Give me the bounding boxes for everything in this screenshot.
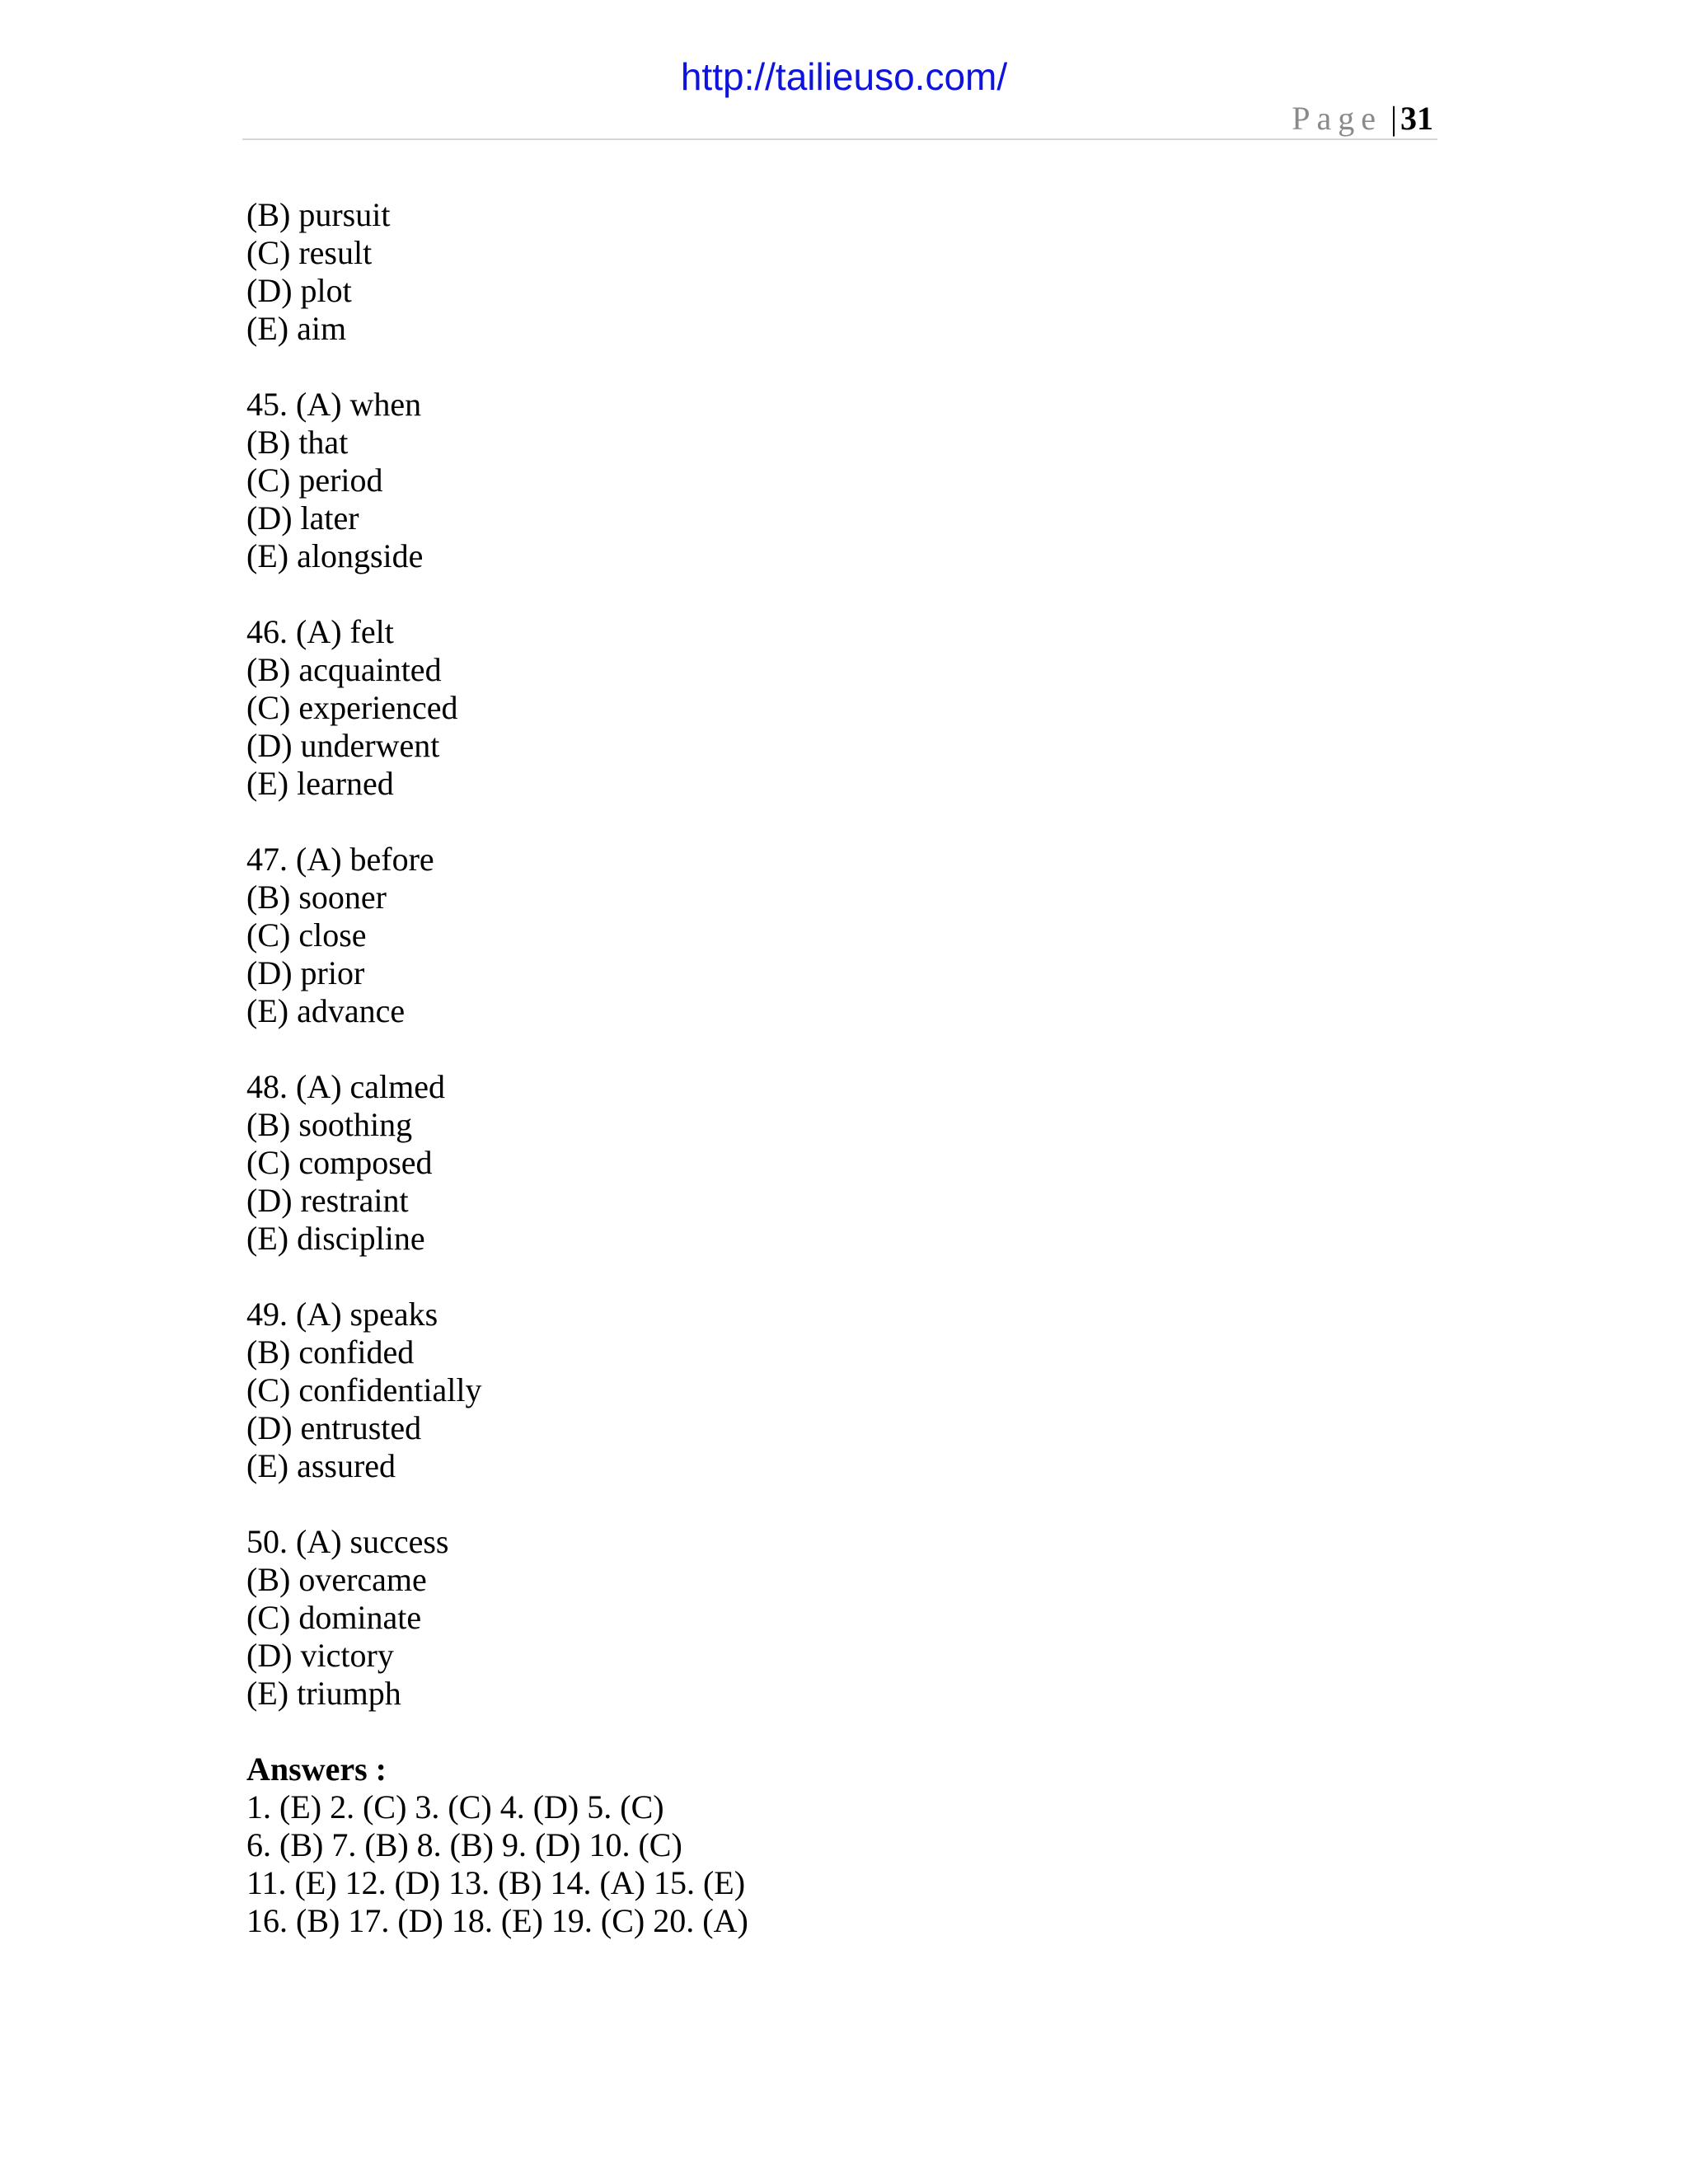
question-48	[246, 1068, 1400, 1258]
page-word: Page	[1292, 100, 1382, 137]
option-line: (E) assured	[246, 1447, 396, 1484]
option-line: (C) period	[246, 462, 383, 499]
header-divider	[242, 138, 1437, 140]
page-number-label	[1292, 97, 1433, 140]
option-line: (C) composed	[246, 1144, 433, 1181]
option-line: (E) alongside	[246, 537, 424, 574]
option-line: (D) prior	[246, 954, 365, 991]
question-line: 48. (A) calmed	[246, 1068, 446, 1105]
question-44-options	[246, 196, 1400, 348]
question-line: 45. (A) when	[246, 386, 422, 423]
question-line: 46. (A) felt	[246, 613, 394, 650]
page-separator: |	[1390, 100, 1397, 137]
option-line: (D) underwent	[246, 727, 440, 764]
option-line: (B) confided	[246, 1333, 415, 1371]
option-line: (D) later	[246, 499, 359, 537]
option-line: (E) triumph	[246, 1675, 401, 1712]
answer-line: 1. (E) 2. (C) 3. (C) 4. (D) 5. (C)	[246, 1788, 664, 1825]
option-line: (B) that	[246, 424, 349, 461]
option-line: (E) discipline	[246, 1220, 425, 1257]
option-line: (B) overcame	[246, 1561, 427, 1598]
option-line: (C) dominate	[246, 1599, 422, 1636]
answers-heading: Answers :	[246, 1750, 387, 1788]
option-line: (E) aim	[246, 310, 347, 347]
answer-line: 6. (B) 7. (B) 8. (B) 9. (D) 10. (C)	[246, 1826, 682, 1863]
option-line: (C) confidentially	[246, 1371, 482, 1408]
answers-section	[246, 1750, 1400, 1940]
question-line: 49. (A) speaks	[246, 1296, 438, 1333]
option-line: (D) restraint	[246, 1182, 409, 1219]
page-number: 31	[1400, 100, 1433, 137]
option-line: (B) pursuit	[246, 196, 391, 233]
option-line: (E) learned	[246, 765, 394, 802]
option-line: (D) entrusted	[246, 1409, 422, 1446]
answer-line: 11. (E) 12. (D) 13. (B) 14. (A) 15. (E)	[246, 1864, 746, 1901]
option-line: (C) result	[246, 234, 373, 271]
question-line: 47. (A) before	[246, 841, 434, 878]
option-line: (C) close	[246, 916, 367, 954]
option-line: (E) advance	[246, 992, 406, 1029]
option-line: (B) acquainted	[246, 651, 442, 688]
option-line: (D) plot	[246, 272, 352, 309]
answer-line: 16. (B) 17. (D) 18. (E) 19. (C) 20. (A)	[246, 1902, 748, 1939]
option-line: (D) victory	[246, 1637, 394, 1674]
option-line: (B) soothing	[246, 1106, 413, 1143]
option-line: (B) sooner	[246, 879, 387, 916]
question-50	[246, 1523, 1400, 1713]
option-line: (C) experienced	[246, 689, 458, 726]
header-link[interactable]: http://tailieuso.com/	[680, 55, 1008, 98]
document-body	[246, 196, 1400, 1940]
question-line: 50. (A) success	[246, 1523, 449, 1560]
question-46	[246, 613, 1400, 803]
question-45	[246, 386, 1400, 575]
question-49	[246, 1296, 1400, 1485]
question-47	[246, 841, 1400, 1030]
